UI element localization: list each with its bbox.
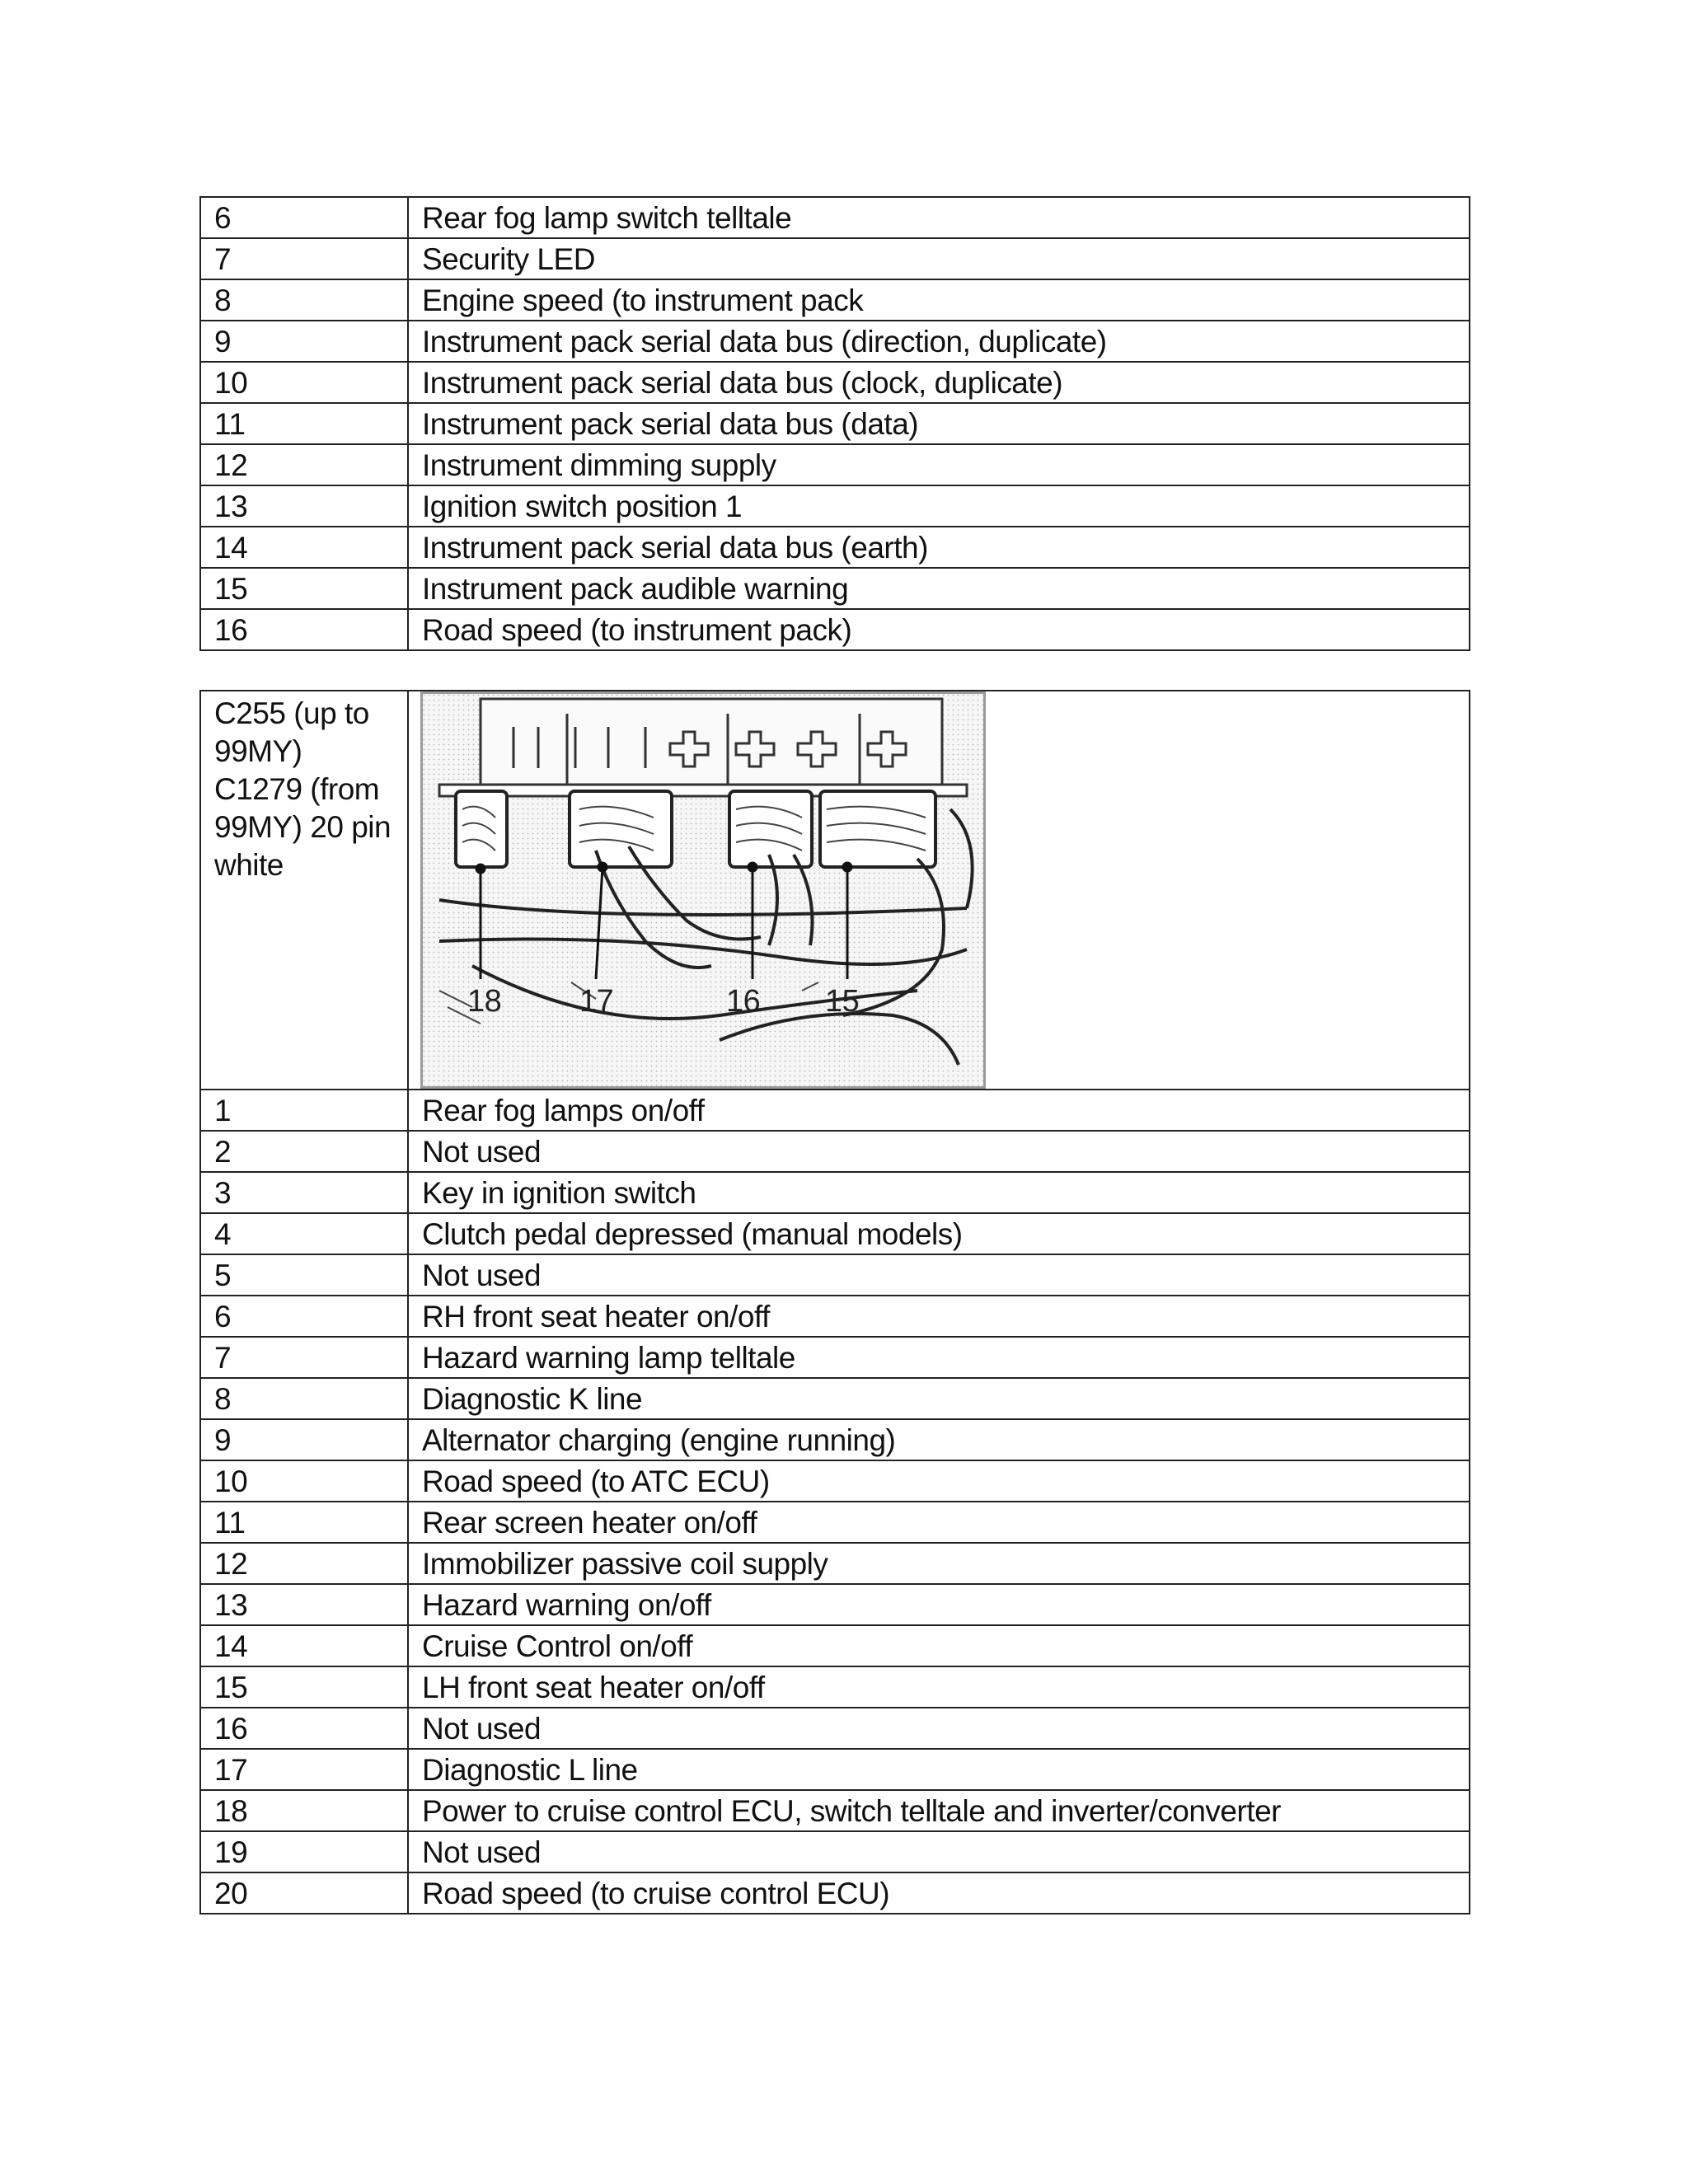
pin-description: Rear fog lamp switch telltale [408, 197, 1470, 238]
pin-description: Rear screen heater on/off [408, 1502, 1470, 1543]
pin-number: 10 [200, 362, 408, 403]
pin-number: 11 [200, 403, 408, 444]
table-row [200, 1337, 1470, 1378]
pin-description: Rear fog lamps on/off [408, 1090, 1470, 1131]
callout-label: 16 [726, 984, 761, 1019]
pin-number: 3 [200, 1172, 408, 1213]
connector-label: C255 (up to 99MY) C1279 (from 99MY) 20 pin white [200, 691, 408, 1090]
pin-description: Instrument pack serial data bus (earth) [408, 527, 1470, 568]
table-row [200, 1872, 1470, 1914]
table-row [200, 1296, 1470, 1337]
table-row [200, 197, 1470, 238]
pin-number: 9 [200, 1419, 408, 1460]
table-row [200, 1172, 1470, 1213]
pin-description: Hazard warning on/off [408, 1584, 1470, 1625]
table-row [200, 279, 1470, 321]
pin-number: 20 [200, 1872, 408, 1914]
pin-number: 16 [200, 1708, 408, 1749]
connector-header-row [200, 691, 1470, 1090]
table-row [200, 444, 1470, 485]
table-row [200, 1708, 1470, 1749]
table-row [200, 1131, 1470, 1172]
pin-number: 7 [200, 238, 408, 279]
pin-description: Cruise Control on/off [408, 1625, 1470, 1666]
connector-location-diagram [420, 691, 986, 1089]
table-row [200, 238, 1470, 279]
table-row [200, 568, 1470, 609]
pin-number: 14 [200, 527, 408, 568]
pin-number: 6 [200, 197, 408, 238]
pin-number: 12 [200, 444, 408, 485]
pin-description: Not used [408, 1131, 1470, 1172]
pin-number: 13 [200, 1584, 408, 1625]
table-row [200, 609, 1470, 650]
pin-description: Instrument dimming supply [408, 444, 1470, 485]
pin-number: 6 [200, 1296, 408, 1337]
pin-description: Diagnostic L line [408, 1749, 1470, 1790]
pin-description: Road speed (to instrument pack) [408, 609, 1470, 650]
table-row [200, 321, 1470, 362]
pin-number: 8 [200, 1378, 408, 1419]
table-row [200, 1749, 1470, 1790]
pin-number: 18 [200, 1790, 408, 1831]
pin-description: Immobilizer passive coil supply [408, 1543, 1470, 1584]
callout-label: 18 [467, 984, 502, 1019]
pin-number: 19 [200, 1831, 408, 1872]
pin-number: 2 [200, 1131, 408, 1172]
pin-description: Instrument pack serial data bus (direction, duplicate) [408, 321, 1470, 362]
pin-description: Not used [408, 1708, 1470, 1749]
connector-diagram-cell [408, 691, 1470, 1090]
table-row [200, 1790, 1470, 1831]
table-row [200, 1378, 1470, 1419]
pin-number: 13 [200, 485, 408, 527]
pin-table-connector-c255 [199, 690, 1470, 1915]
table-row [200, 1419, 1470, 1460]
pin-description: Hazard warning lamp telltale [408, 1337, 1470, 1378]
pin-number: 8 [200, 279, 408, 321]
table-row [200, 1666, 1470, 1708]
pin-number: 10 [200, 1460, 408, 1502]
table-row [200, 527, 1470, 568]
table-row [200, 1090, 1470, 1131]
table-row [200, 362, 1470, 403]
pin-description: Alternator charging (engine running) [408, 1419, 1470, 1460]
pin-number: 11 [200, 1502, 408, 1543]
pin-number: 9 [200, 321, 408, 362]
table-row [200, 1213, 1470, 1254]
pin-description: LH front seat heater on/off [408, 1666, 1470, 1708]
table-row [200, 485, 1470, 527]
pin-description: Road speed (to ATC ECU) [408, 1460, 1470, 1502]
pin-description: RH front seat heater on/off [408, 1296, 1470, 1337]
table-row [200, 1254, 1470, 1296]
pin-number: 16 [200, 609, 408, 650]
pin-table-body [200, 691, 1470, 1914]
pin-description: Key in ignition switch [408, 1172, 1470, 1213]
table-row [200, 1460, 1470, 1502]
table-row [200, 1584, 1470, 1625]
pin-description: Instrument pack audible warning [408, 568, 1470, 609]
pin-description: Not used [408, 1831, 1470, 1872]
pin-number: 15 [200, 1666, 408, 1708]
connector-diagram-drawing [423, 694, 983, 1086]
pin-description: Diagnostic K line [408, 1378, 1470, 1419]
pin-number: 5 [200, 1254, 408, 1296]
table-row [200, 1543, 1470, 1584]
table-row [200, 1625, 1470, 1666]
pin-description: Clutch pedal depressed (manual models) [408, 1213, 1470, 1254]
pin-number: 14 [200, 1625, 408, 1666]
pin-description: Security LED [408, 238, 1470, 279]
pin-number: 1 [200, 1090, 408, 1131]
pin-number: 4 [200, 1213, 408, 1254]
pin-description: Not used [408, 1254, 1470, 1296]
table-row [200, 1502, 1470, 1543]
pin-table-body [200, 197, 1470, 650]
pin-number: 7 [200, 1337, 408, 1378]
pin-description: Ignition switch position 1 [408, 485, 1470, 527]
pin-description: Road speed (to cruise control ECU) [408, 1872, 1470, 1914]
pin-description: Instrument pack serial data bus (data) [408, 403, 1470, 444]
pin-number: 17 [200, 1749, 408, 1790]
pin-number: 12 [200, 1543, 408, 1584]
pin-description: Instrument pack serial data bus (clock, duplicate) [408, 362, 1470, 403]
callout-label: 17 [579, 984, 614, 1019]
pin-description: Power to cruise control ECU, switch telltale and inverter/converter [408, 1790, 1470, 1831]
pin-table-instrument-pack [199, 196, 1470, 651]
callout-label: 15 [825, 984, 860, 1019]
pin-number: 15 [200, 568, 408, 609]
table-row [200, 403, 1470, 444]
pin-description: Engine speed (to instrument pack [408, 279, 1470, 321]
table-row [200, 1831, 1470, 1872]
